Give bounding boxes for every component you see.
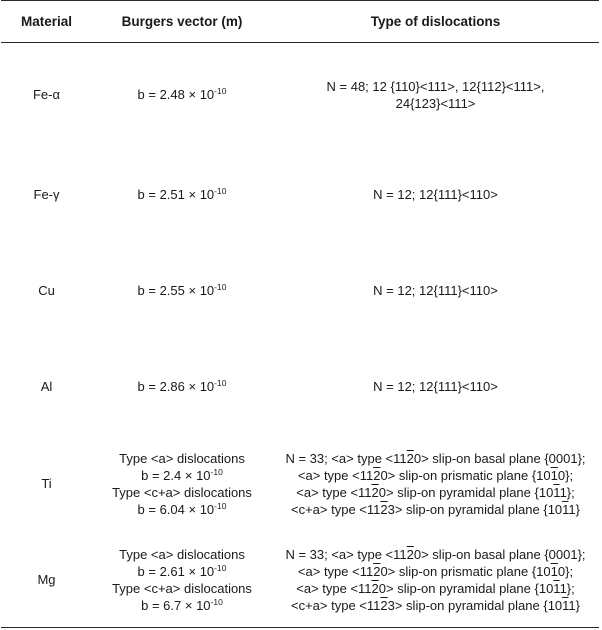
burgers-exponent: -10: [214, 186, 227, 196]
dislocation-line: N = 12; 12{111}<110>: [373, 283, 498, 298]
burgers-base: b = 6.7 × 10: [141, 597, 211, 613]
burgers-value-ca: [92, 501, 272, 518]
table-row: [1, 533, 599, 628]
burgers-exponent: -10: [210, 596, 223, 607]
dislocations-table: [1, 0, 599, 628]
table-row: [1, 435, 599, 533]
slip-text: 3> slip-on pyramidal plane {10: [387, 597, 563, 613]
table-row: [1, 43, 599, 147]
slip-text: 0> slip-on basal plane {0001};: [413, 450, 586, 466]
burgers-exponent: -10: [214, 86, 227, 97]
slip-text: N = 33; <a> type <11: [285, 546, 407, 562]
burgers-value-a: [92, 467, 272, 484]
header-burgers-vector: Burgers vector (m): [92, 1, 272, 43]
overbar-digit: 1: [562, 501, 569, 517]
table-row: [1, 339, 599, 435]
type-ca-label: Type <c+a> dislocations: [112, 580, 252, 596]
slip-text: <c+a> type <11: [291, 597, 381, 613]
slip-text: 0> slip-on pyramidal plane {10: [378, 580, 554, 596]
burgers-value-a: [92, 563, 272, 580]
overbar-digit: 1: [553, 580, 560, 596]
overbar-digit: 2: [373, 467, 381, 483]
type-a-label: Type <a> dislocations: [119, 450, 245, 466]
burgers-cell: [92, 339, 272, 435]
dislocation-cell: [272, 43, 599, 147]
burgers-value: b = 2.48 × 10: [137, 87, 215, 103]
type-a-label: Type <a> dislocations: [119, 546, 245, 562]
overbar-digit: 2: [371, 580, 379, 596]
burgers-exponent: -10: [214, 500, 227, 511]
slip-text: 0> slip-on prismatic plane {10: [380, 563, 551, 579]
burgers-value: b = 2.55 × 10: [137, 283, 215, 298]
dislocation-cell: [272, 533, 599, 628]
dislocation-line: N = 48; 12 {110}<111>, 12{112}<111>,: [326, 78, 545, 94]
slip-text: 0> slip-on prismatic plane {10: [380, 467, 551, 483]
dislocation-cell: [272, 435, 599, 533]
overbar-digit: 2: [373, 563, 381, 579]
slip-text: 1};: [559, 484, 575, 500]
slip-line: [272, 484, 599, 501]
dislocation-cell: [272, 147, 599, 243]
slip-text: <a> type <11: [297, 563, 374, 579]
slip-line: [272, 501, 599, 518]
burgers-cell: [92, 243, 272, 339]
slip-text: <a> type <11: [297, 467, 374, 483]
burgers-exponent: -10: [214, 562, 227, 573]
dislocation-line: 24{123}<111>: [395, 95, 476, 111]
slip-text: 0> slip-on basal plane {0001};: [413, 546, 586, 562]
burgers-cell: [92, 435, 272, 533]
dislocation-line: N = 12; 12{111}<110>: [373, 187, 498, 202]
slip-text: 0};: [557, 563, 574, 579]
burgers-exponent: -10: [210, 466, 223, 477]
slip-text: <a> type <11: [296, 484, 372, 500]
material-cell: Mg: [1, 533, 92, 628]
slip-text: 3> slip-on pyramidal plane {10: [387, 501, 563, 517]
slip-text: 1}: [568, 501, 580, 517]
material-cell: Fe-γ: [33, 187, 60, 202]
burgers-cell: [92, 533, 272, 628]
slip-text: <c+a> type <11: [291, 501, 381, 517]
table-row: [1, 147, 599, 243]
slip-line: [272, 450, 599, 467]
dislocation-cell: [272, 339, 599, 435]
overbar-digit: 2: [406, 546, 414, 562]
burgers-cell: [92, 147, 272, 243]
slip-text: 1}: [568, 597, 580, 613]
slip-line: [272, 597, 599, 614]
burgers-base: b = 6.04 × 10: [137, 501, 215, 517]
material-cell: Cu: [38, 283, 55, 298]
burgers-value-ca: [92, 597, 272, 614]
slip-text: 1};: [559, 580, 575, 596]
material-cell: Fe-α: [32, 87, 60, 103]
overbar-digit: 1: [553, 484, 560, 500]
dislocation-line: N = 12; 12{111}<110>: [373, 379, 498, 394]
type-ca-label: Type <c+a> dislocations: [112, 484, 252, 500]
slip-line: [272, 467, 599, 484]
overbar-digit: 2: [406, 450, 414, 466]
burgers-base: b = 2.4 × 10: [141, 467, 211, 483]
slip-line: [272, 563, 599, 580]
overbar-digit: 1: [562, 597, 569, 613]
slip-line: [272, 546, 599, 563]
table-row: [1, 243, 599, 339]
slip-text: 0> slip-on pyramidal plane {10: [378, 484, 554, 500]
header-row: [1, 1, 599, 43]
burgers-cell: [92, 43, 272, 147]
burgers-value: b = 2.51 × 10: [137, 187, 215, 202]
material-cell: Al: [40, 379, 53, 394]
overbar-digit: 2: [371, 484, 379, 500]
burgers-exponent: -10: [214, 282, 227, 292]
overbar-digit: 2: [380, 501, 388, 517]
header-material: Material: [1, 1, 92, 43]
burgers-value: b = 2.86 × 10: [137, 379, 215, 394]
dislocation-cell: [272, 243, 599, 339]
overbar-digit: 1: [550, 467, 558, 483]
slip-line: [272, 580, 599, 597]
slip-text: <a> type <11: [296, 580, 372, 596]
overbar-digit: 1: [550, 563, 558, 579]
burgers-exponent: -10: [214, 378, 227, 388]
slip-text: N = 33; <a> type <11: [285, 450, 407, 466]
overbar-digit: 2: [380, 597, 388, 613]
burgers-base: b = 2.61 × 10: [137, 563, 215, 579]
material-cell: Ti: [41, 476, 52, 491]
header-dislocation-type: Type of dislocations: [272, 1, 599, 43]
slip-text: 0};: [557, 467, 574, 483]
